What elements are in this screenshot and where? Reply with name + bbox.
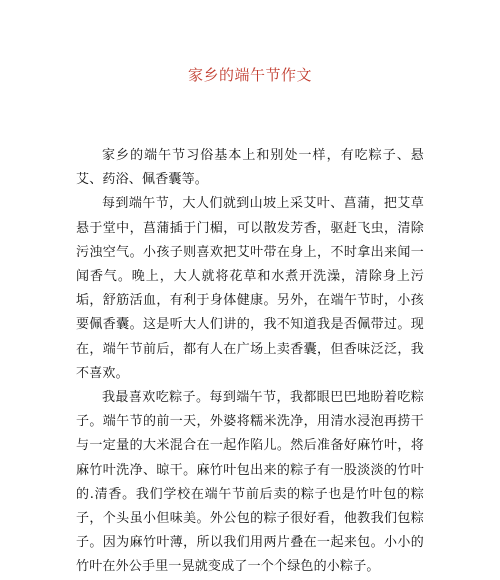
document-body	[76, 144, 424, 580]
paragraph-customs: 家乡的端午节习俗基本上和别处一样，有吃粽子、悬艾、药浴、佩香囊等。	[76, 148, 424, 188]
paragraph-mugwort-and-sachets: 每到端午节，大人们就到山坡上采艾叶、菖蒲，把艾草悬于堂中，菖蒲插于门楣，可以散发芳香，驱赶飞虫，清除污浊空气。小孩子则喜欢把艾叶带在身上，不时拿出来闻一闻香气。晚上，大人就将花草和水煮开洗澡，清除身上污垢，舒筋活血，有利于身体健康。另外，在端午节时，小孩要佩香囊。这是听大人们讲的，我不知道我是否佩带过。现在，端午节前后，都有人在广场上卖香囊，但香味泛泛，我不喜欢。	[76, 196, 424, 381]
document-title: 家乡的端午节作文	[187, 66, 312, 84]
paragraph-zongzi: 我最喜欢吃粽子。每到端午节，我都眼巴巴地盼着吃粽子。端午节的前一天，外婆将糯米洗净，用清水浸泡再捞干与一定量的大米混合在一起作陷儿。然后准备好麻竹叶，将麻竹叶洗净、晾干。麻竹叶包出来的粽子有一股淡淡的竹叶的.清香。我们学校在端午节前后卖的粽子也是竹叶包的粽子，个头虽小但味美。外公包的粽子很好看，他教我们包粽子。因为麻竹叶薄，所以我们用两片叠在一起来包。小小的竹叶在外公手里一晃就变成了一个个绿色的小粽子。	[76, 390, 424, 575]
